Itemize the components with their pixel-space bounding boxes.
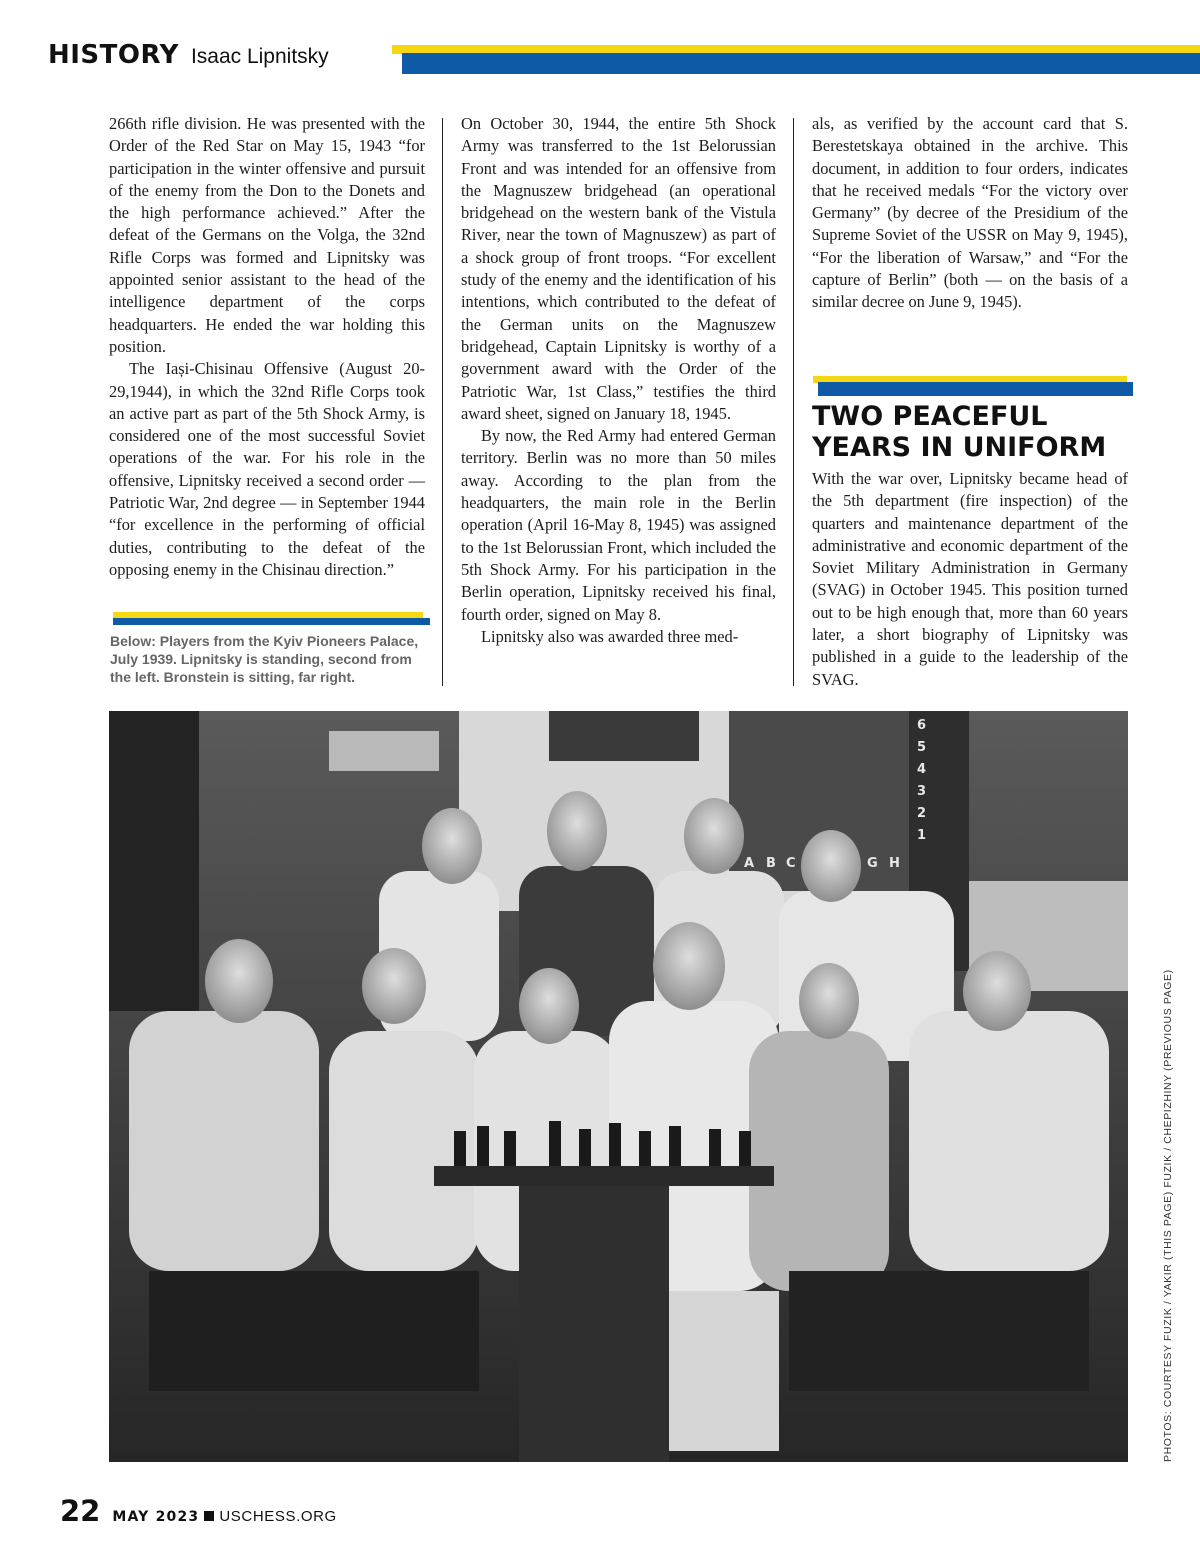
photo-credit: PHOTOS: COURTESY FUZIK / YAKIR (THIS PAGE) FUZIK / CHEPIZHINY (PREVIOUS PAGE) — [1162, 969, 1174, 1462]
paragraph: With the war over, Lipnitsky became head of the 5th department (fire inspection) of the quarters and maintenance department of the administrative and economic department of the Soviet Military Administration in Germany (SVAG) in October 1945. This position turned out to be high enough that, more than 60 years later, a short biography of Lipnitsky was published in a guide to the leadership of the SVAG. — [812, 469, 1128, 689]
separator-square-icon — [204, 1511, 214, 1521]
board-file-label: C — [786, 856, 796, 871]
photo-illustration — [109, 711, 1128, 1462]
column-divider — [793, 118, 794, 686]
subhead-blue-bar — [818, 382, 1133, 396]
subheading: TWO PEACEFUL YEARS IN UNIFORM — [812, 401, 1107, 463]
column-3 — [812, 113, 1128, 314]
article-subject: Isaac Lipnitsky — [190, 45, 329, 68]
page-footer — [60, 1494, 337, 1528]
paragraph: The Iași-Chisinau Offensive (August 20-29,1944), in which the 32nd Rifle Corps took an active part as part of the 5th Shock Army, is considered one of the most successful Soviet operations of the war. For his role in the offensive, Lipnitsky received a second order — Patriotic War, 2nd degree — in September 1944 “for excellence in the performing of official duties, contributing to the defeat of the opposing enemy in the Chisinau direction.” — [109, 359, 425, 579]
board-rank-label: 5 — [917, 740, 927, 755]
column-2 — [461, 113, 776, 648]
caption-blue-bar — [113, 618, 430, 625]
board-rank-label: 4 — [917, 762, 927, 777]
page-number: 22 — [60, 1494, 101, 1528]
board-rank-label: 3 — [917, 784, 927, 799]
column-3-continued — [812, 468, 1128, 691]
paragraph: On October 30, 1944, the entire 5th Shock Army was transferred to the 1st Belorussian Front and was intended for an offensive from the Magnuszew bridgehead (an operational bridgehead on the western bank of the Vistula River, near the town of Magnuszew) as part of a shock group of front troops. “For excellent study of the enemy and the identification of his intentions, which contributed to the defeat of the German units on the Magnuszew bridgehead, Captain Lipnitsky is worthy of a government award with the Order of the Patriotic War, 1st Class,” testifies the third award sheet, signed on January 18, 1945. — [461, 114, 776, 423]
board-file-label: H — [889, 856, 900, 871]
board-rank-label: 2 — [917, 806, 927, 821]
site-url: USCHESS.ORG — [219, 1508, 337, 1525]
issue-date: MAY 2023 — [112, 1509, 200, 1525]
board-rank-label: 6 — [917, 718, 927, 733]
board-file-label: A — [744, 856, 755, 871]
header-blue-bar — [402, 53, 1200, 74]
paragraph: 266th rifle division. He was presented with the Order of the Red Star on May 15, 1943 “for participation in the winter offensive and pursuit of the enemy from the Don to the Donets and the high performance achieved.” After the defeat of the Germans on the Volga, the 32nd Rifle Corps was formed and Lipnitsky was appointed senior assistant to the head of the intelligence department of the corps headquarters. He ended the war holding this position. — [109, 114, 425, 356]
board-rank-label: 1 — [917, 828, 927, 843]
group-photo — [109, 711, 1128, 1462]
paragraph: Lipnitsky also was awarded three med- — [481, 626, 739, 646]
paragraph: By now, the Red Army had entered German territory. Berlin was no more than 50 miles away. According to the plan from the headquarters, the main role in the Berlin operation (April 16-May 8, 1945) was assigned to the 1st Belorussian Front, which included the 5th Shock Army. For his participation in the Berlin operation, Lipnitsky received his final, fourth order, signed on May 8. — [461, 426, 776, 624]
column-1 — [109, 113, 425, 581]
board-file-label: G — [867, 856, 878, 871]
column-divider — [442, 118, 443, 686]
photo-caption: Below: Players from the Kyiv Pioneers Palace, July 1939. Lipnitsky is standing, second from the left. Bronstein is sitting, far right. — [110, 633, 419, 685]
paragraph: als, as verified by the account card that S. Berestetskaya obtained in the archive. This document, in addition to four orders, indicates that he received medals “For the victory over Germany” (by decree of the Presidium of the Supreme Soviet of the USSR on May 9, 1945), “For the liberation of Warsaw,” and “For the capture of Berlin” (both — on the basis of a similar decree on June 9, 1945). — [812, 114, 1128, 312]
section-label: HISTORY — [48, 40, 179, 70]
board-file-label: B — [766, 856, 776, 871]
